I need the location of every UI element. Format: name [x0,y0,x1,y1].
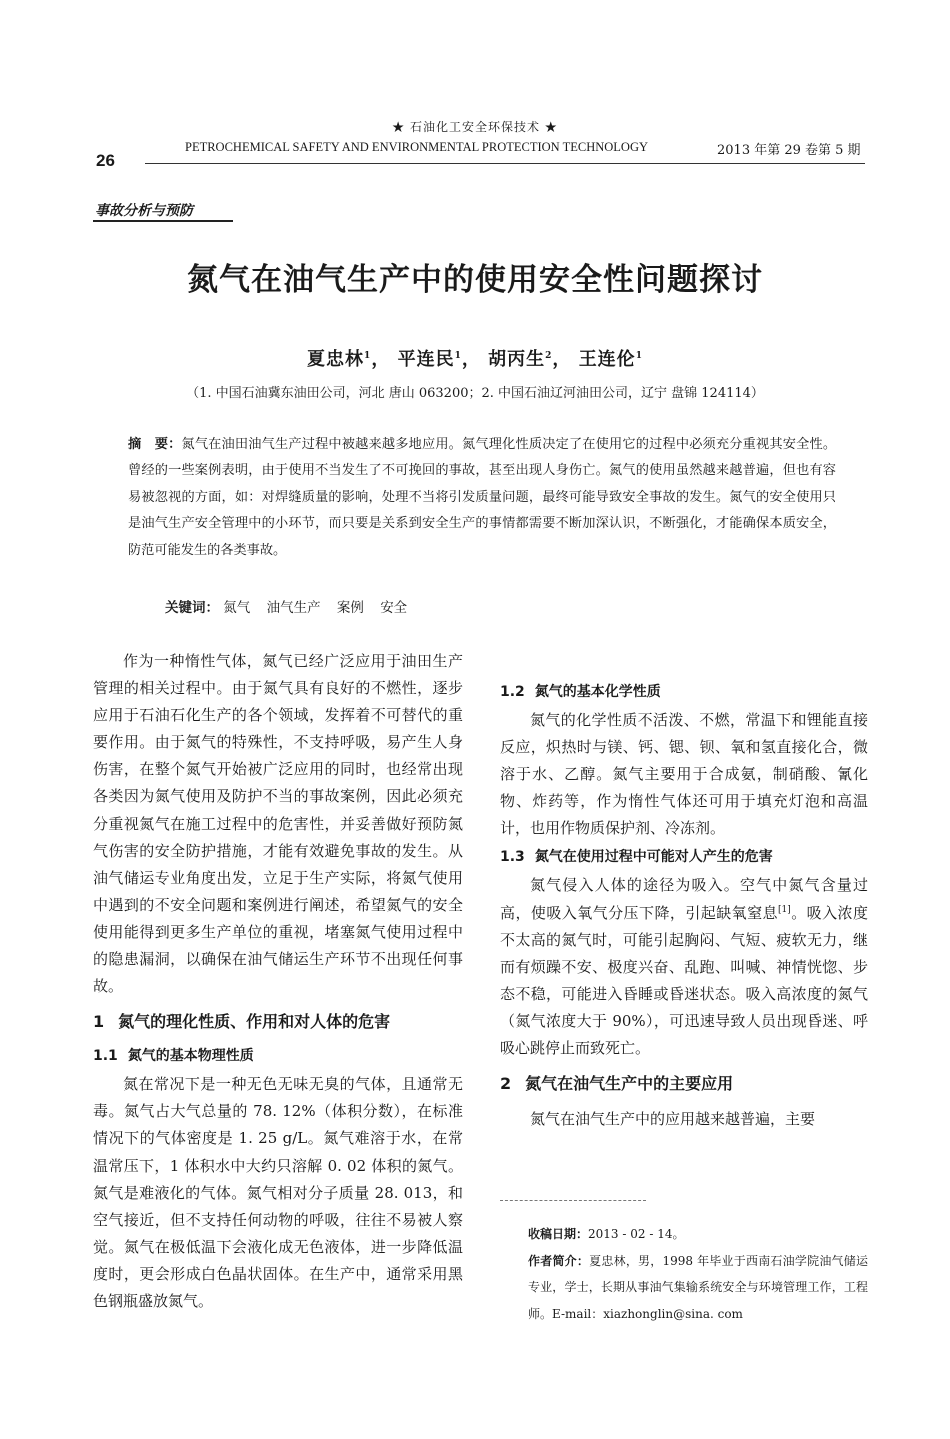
author-affiliation-mark: 1 [454,351,462,361]
section-1-1-paragraph: 氮在常况下是一种无色无味无臭的气体，且通常无毒。氮气占大气总量的 78. 12%（体积分数），在标准情况下的气体密度是 1. 25 g/L。氮气难溶于水，在常温常压下，1 体积水中大约只溶解 0. 02 体积的氮气。氮气是难液化的气体。氮气相对分子质量 28. 013，和空气接近，但不支持任何动物的呼吸，往往不易被人察觉。氮气在极低温下会液化成无色液体，进一步降低温度时，更会形成白色晶状固体。在生产中，通常采用黑色钢瓶盛放氮气。 [93,1075,463,1310]
section-1-heading [93,1010,463,1034]
section-1-3-paragraph [500,872,868,1062]
citation-ref: [1] [778,904,791,915]
received-label: 收稿日期： [528,1227,589,1241]
author-separator: ， [552,349,572,370]
abstract-label: 摘 要： [128,437,182,452]
received-value: 2013 - 02 - 14。 [588,1227,685,1241]
section-title: 氮气在使用过程中可能对人产生的危害 [534,849,773,866]
journal-issue: 2013 年第 29 卷第 5 期 [717,143,861,158]
author-affiliation-mark: 2 [545,351,553,361]
author-separator: ， [371,349,391,370]
body-column-right [500,648,868,1133]
author-name: 夏忠林 [307,349,365,370]
section-number: 1 [93,1012,105,1032]
section-number: 2 [500,1074,512,1094]
section-2-heading [500,1072,868,1096]
footnote [528,1221,868,1327]
section-number: 1.1 [93,1048,118,1065]
section-title: 氮气的理化性质、作用和对人体的危害 [118,1012,391,1032]
section-title: 氮气的基本化学性质 [534,684,661,700]
section-number: 1.3 [500,849,525,866]
section-1-2-paragraph: 氮气的化学性质不活泼、不燃，常温下和锂能直接反应，炽热时与镁、钙、锶、钡、氧和氢直接化合，微溶于水、乙醇。氮气主要用于合成氨，制硝酸、氰化物、炸药等，作为惰性气体还可用于填充灯泡和高温计，也用作物质保护剂、冷冻剂。 [500,711,868,838]
journal-name-cn: ★ 石油化工安全环保技术 ★ [392,120,558,134]
author-affiliation-mark: 1 [635,351,643,361]
author-separator: ， [461,349,481,370]
section-title: 氮气的基本物理性质 [127,1048,254,1065]
header-rule [145,163,865,164]
keyword: 案例 [336,600,364,616]
footnote-rule [500,1200,646,1201]
keyword: 氮气 [223,600,251,616]
paragraph-text: 。吸入浓度不太高的氮气时，可能引起胸闷、气短、疲软无力，继而有烦躁不安、极度兴奋、乱跑、叫喊、神情恍惚、步态不稳，可能进入昏睡或昏迷状态。吸入高浓度的氮气（氮气浓度大于 90%），可迅速导致人员出现昏迷、呼吸心跳停止而致死亡。 [500,903,868,1058]
section-2-paragraph: 氮气在油气生产中的应用越来越普遍，主要 [530,1110,816,1129]
article-title: 氮气在油气生产中的使用安全性问题探讨 [187,262,763,298]
body-column-left [93,648,463,1315]
abstract [128,432,836,564]
keyword: 安全 [380,600,408,616]
section-title: 氮气在油气生产中的主要应用 [525,1074,734,1094]
column-tag: 事故分析与预防 [95,203,193,219]
intro-paragraph: 作为一种惰性气体，氮气已经广泛应用于油田生产管理的相关过程中。由于氮气具有良好的不燃性，逐步应用于石油石化生产的各个领域，发挥着不可替代的重要作用。由于氮气的特殊性，不支持呼吸，易产生人身伤害，在整个氮气开始被广泛应用的同时，也经常出现各类因为氮气使用及防护不当的事故案例，因此必须充分重视氮气在施工过程中的危害性，并妥善做好预防氮气伤害的安全防护措施，才能有效避免事故的发生。从油气储运专业角度出发，立足于生产实际，将氮气使用中遇到的不安全问题和案例进行阐述，希望氮气的安全使用能得到更多生产单位的重视，堵塞氮气使用过程中的隐患漏洞，以确保在油气储运生产环节不出现任何事故。 [93,652,463,996]
keywords [165,596,419,616]
paragraph-text: 氮气侵入人体的途径为吸入。空气中氮气含量过高，使吸入氧气分压下降，引起缺氧窒息 [500,876,868,922]
keywords-label: 关键词： [165,600,219,616]
bio-label: 作者简介： [528,1253,590,1268]
bio-text: 夏忠林，男，1998 年毕业于西南石油学院油气储运专业，学士，长期从事油气集输系统安全与环境管理工作，工程师。E-mail：xiazhonglin@sina. com [528,1253,868,1321]
author-list [0,345,950,371]
author-name: 胡丙生 [488,349,546,370]
journal-name-en: PETROCHEMICAL SAFETY AND ENVIRONMENTAL PROTECTION TECHNOLOGY [185,140,648,154]
received-date [528,1221,868,1248]
column-tag-underline [93,220,233,222]
section-1-3-heading [500,845,868,869]
keyword: 油气生产 [266,600,321,616]
affiliations: （1. 中国石油冀东油田公司，河北 唐山 063200；2. 中国石油辽河油田公司，辽宁 盘锦 124114） [186,386,764,401]
author-name: 王连伦 [578,349,636,370]
author-name: 平连民 [397,349,455,370]
author-bio [528,1248,868,1328]
abstract-text: 氮气在油田油气生产过程中被越来越多地应用。氮气理化性质决定了在使用它的过程中必须充分重视其安全性。曾经的一些案例表明，由于使用不当发生了不可挽回的事故，甚至出现人身伤亡。氮气的使用虽然越来越普遍，但也有容易被忽视的方面，如：对焊缝质量的影响，处理不当将引发质量问题，最终可能导致安全事故的发生。氮气的安全使用只是油气生产安全管理中的小环节，而只要是关系到安全生产的事情都需要不断加深认识，不断强化，才能确保本质安全，防范可能发生的各类事故。 [128,437,837,558]
page-number: 26 [96,151,115,170]
author-affiliation-mark: 1 [364,351,372,361]
section-1-2-heading [500,680,868,704]
section-number: 1.2 [500,684,525,700]
section-1-1-heading [93,1044,463,1068]
